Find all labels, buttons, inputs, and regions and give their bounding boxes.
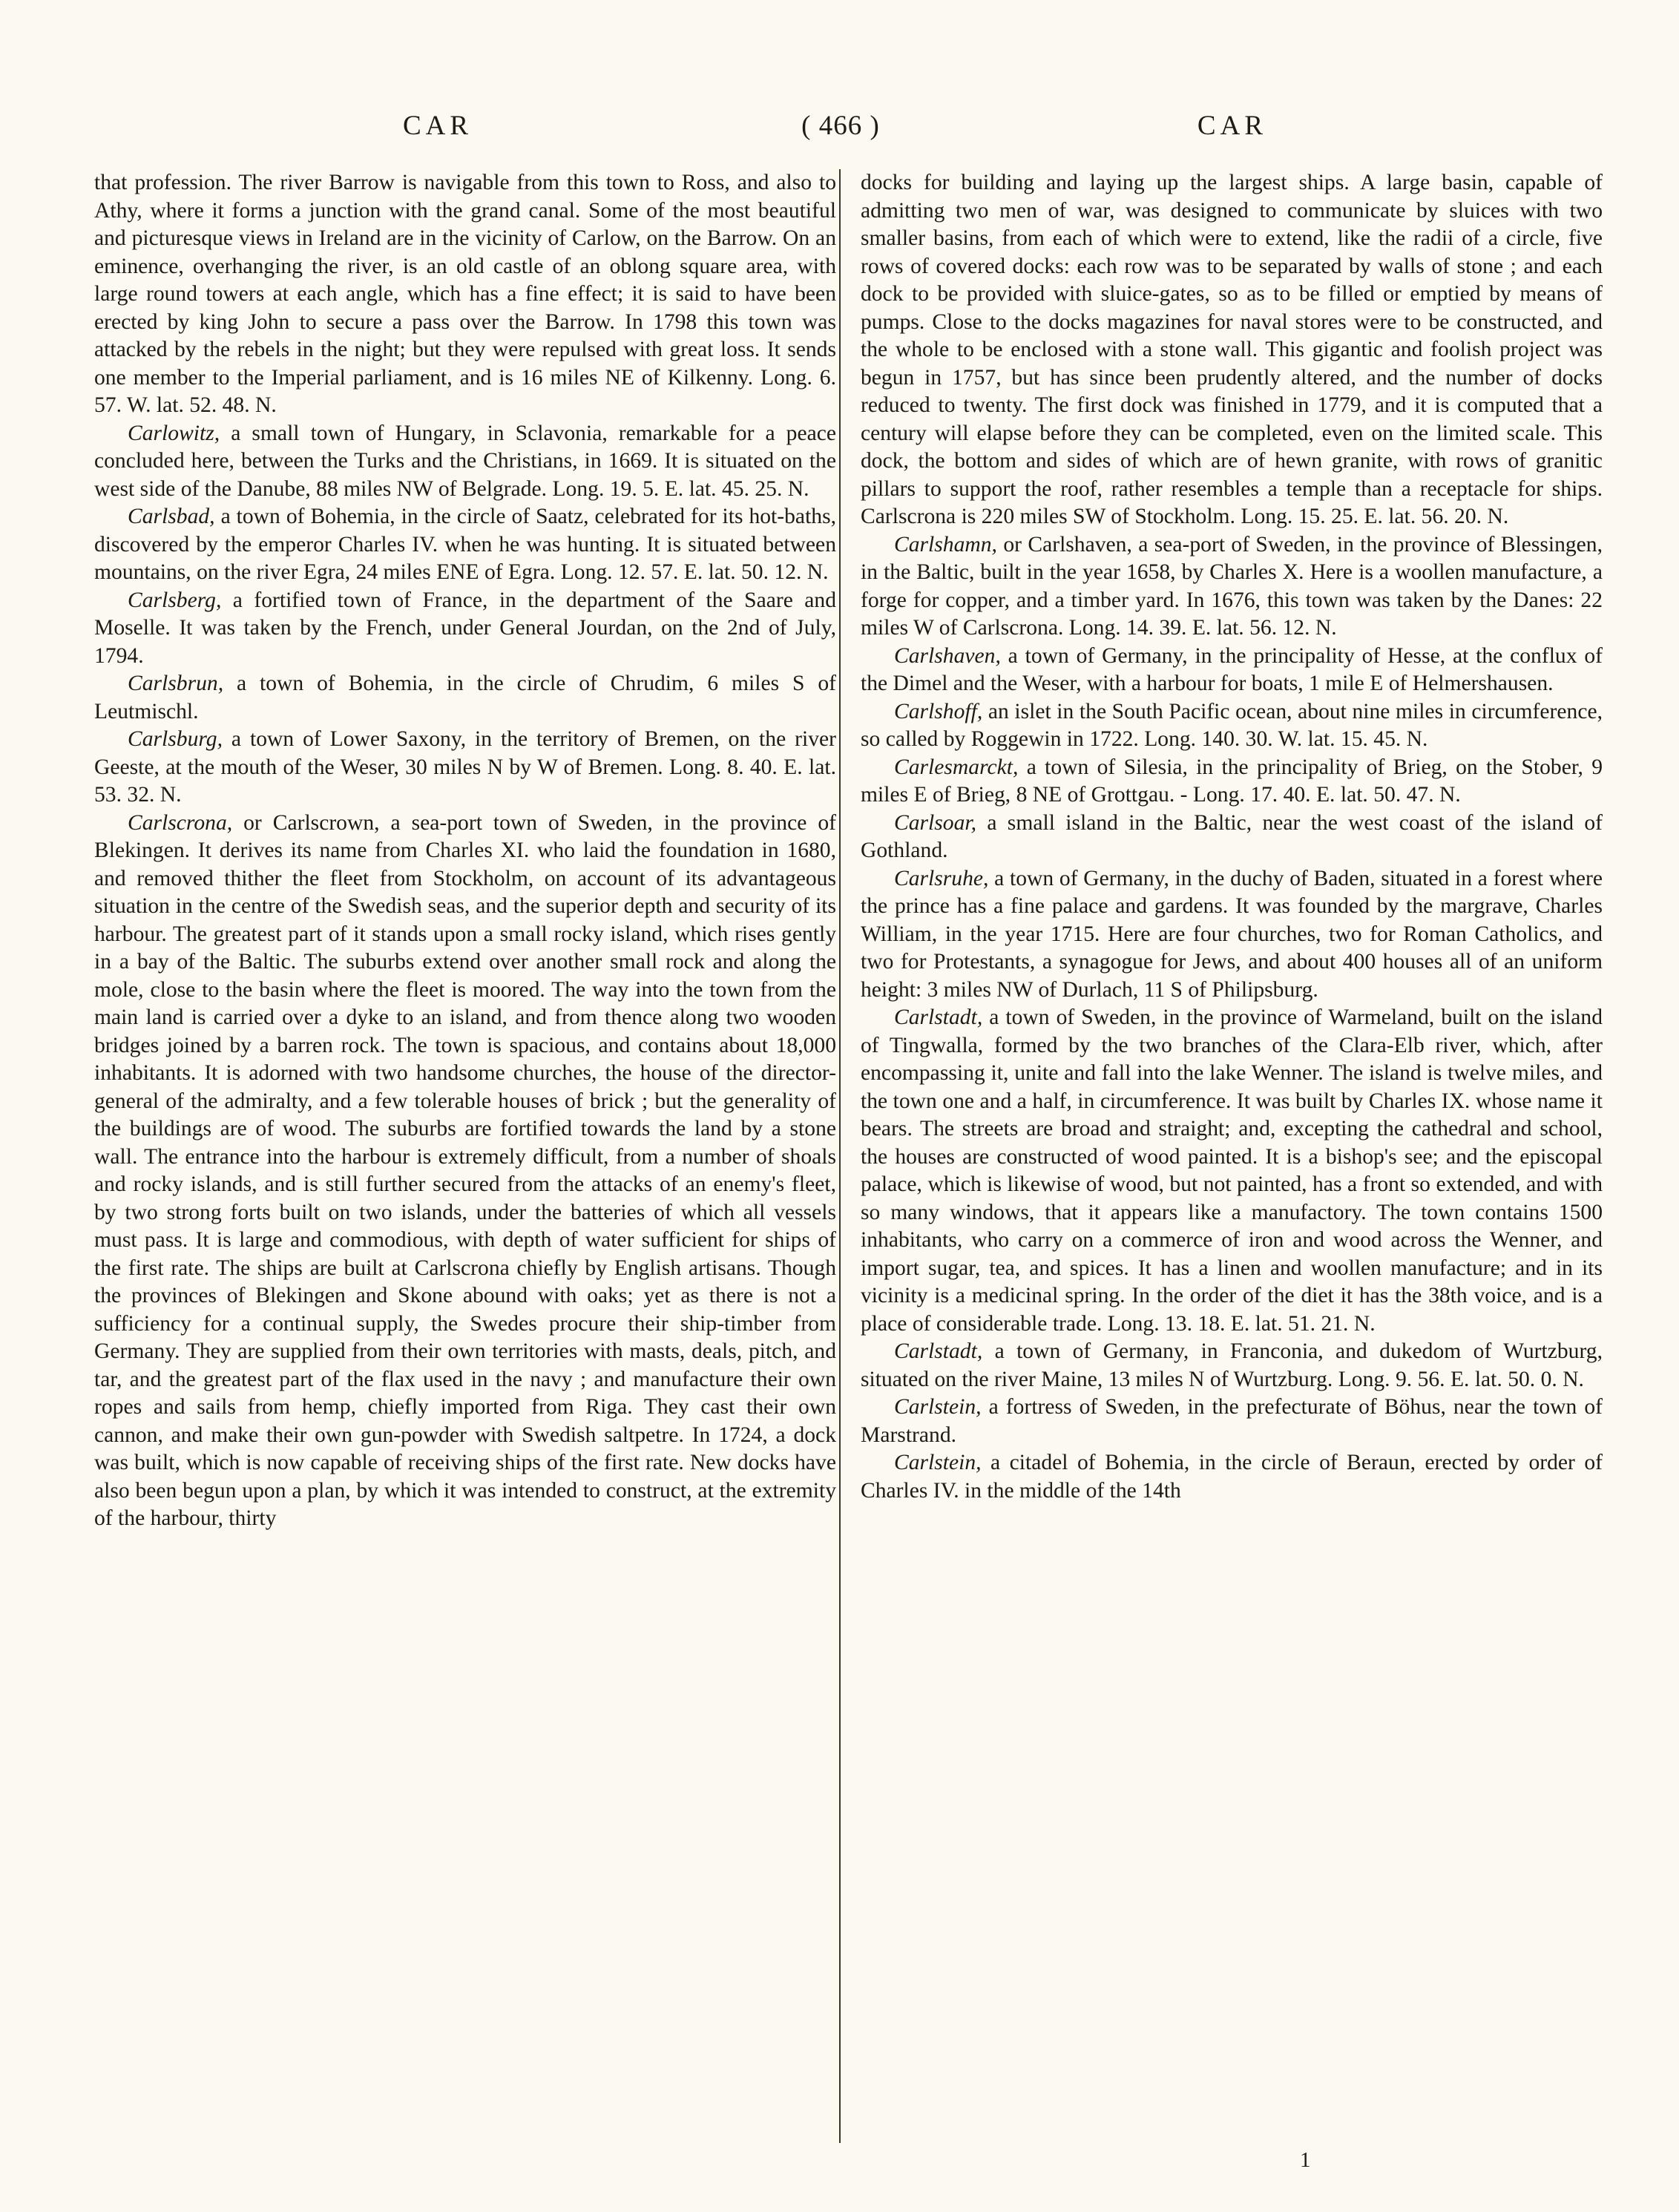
entry-headword: Carlscrona, <box>128 810 233 835</box>
left-column <box>94 169 836 1533</box>
entry-headword: Carlshoff, <box>894 699 983 723</box>
entry-text: a citadel of Bohemia, in the circle of Beraun, erected by order of Charles IV. in the middle of the 14th <box>861 1451 1603 1503</box>
page-number: ( 466 ) <box>801 111 880 141</box>
entry-headword: Carlsburg, <box>128 727 223 751</box>
gazetteer-entry <box>861 1004 1603 1338</box>
gazetteer-entry <box>94 670 836 726</box>
entry-headword: Carlsberg, <box>128 588 222 612</box>
entry-continuation <box>861 169 1603 531</box>
signature-mark: 1 <box>1300 2148 1311 2172</box>
entry-headword: Carlshaven, <box>894 643 1001 668</box>
entry-text: a town of Lower Saxony, in the territory of Bremen, on the river Geeste, at the mouth of the Weser, 30 miles N by W of Bremen. Long. 8. 40. E. lat. 53. 32. N. <box>94 727 836 807</box>
entry-text: or Carlshaven, a sea-port of Sweden, in the province of Blessingen, in the Baltic, built in the year 1658, by Charles X. Here is a woollen manufacture, a forge for copper, and a timber yard. In 1676, this town was taken by the Danes: 22 miles W of Carlscrona. Long. 14. 39. E. lat. 56. 12. N. <box>861 532 1603 640</box>
entry-text: a town of Germany, in Franconia, and dukedom of Wurtzburg, situated on the river Maine, 13 miles N of Wurtzburg. Long. 9. 56. E. lat. 50. 0. N. <box>861 1339 1603 1391</box>
entry-text: a town of Bohemia, in the circle of Saatz, celebrated for its hot-baths, discovered by the emperor Charles IV. when he was hunting. It is situated between mountains, on the river Egra, 24 miles ENE of Egra. Long. 12. 57. E. lat. 50. 12. N. <box>94 505 836 584</box>
entry-headword: Carlsbad, <box>128 505 215 528</box>
gazetteer-entry <box>94 503 836 587</box>
entry-headword: Carlesmarckt, <box>894 755 1019 779</box>
gazetteer-entry <box>94 420 836 504</box>
entry-text: a town of Germany, in the duchy of Baden, situated in a forest where the prince has a fine palace and gardens. It was founded by the margrave, Charles William, in the year 1715. Here are four churches, two for Roman Catholics, and two for Protestants, a synagogue for Jews, and about 400 houses all of an uniform height: 3 miles NW of Durlach, 11 S of Philipsburg. <box>861 866 1603 1002</box>
right-column <box>861 169 1603 1505</box>
entry-headword: Carlshamn, <box>894 532 997 557</box>
entry-headword: Carlowitz, <box>128 421 220 445</box>
entry-headword: Carlstein, <box>894 1451 982 1474</box>
header-left: CAR <box>403 111 473 141</box>
entry-headword: Carlstein, <box>894 1395 982 1419</box>
gazetteer-entry <box>94 810 836 1533</box>
entry-headword: Carlstadt, <box>894 1339 983 1363</box>
entry-text: a small town of Hungary, in Sclavonia, remarkable for a peace concluded here, between the Turks and the Christians, in 1669. It is situated on the west side of the Danube, 88 miles NW of Belgrade. Long. 19. 5. E. lat. 45. 25. N. <box>94 421 836 501</box>
entry-headword: Carlsbrun, <box>128 672 224 695</box>
entry-text: a town of Germany, in the principality of Hesse, at the conflux of the Dimel and the Weser, with a harbour for boats, 1 mile E of Helmershausen. <box>861 643 1603 695</box>
gazetteer-entry <box>861 698 1603 754</box>
entry-text: an islet in the South Pacific ocean, about nine miles in circumference, so called by Roggewin in 1722. Long. 140. 30. W. lat. 15. 45. N. <box>861 699 1603 751</box>
gazetteer-entry <box>94 726 836 810</box>
gazetteer-entry <box>861 865 1603 1005</box>
entry-text: a fortress of Sweden, in the prefecturate of Böhus, near the town of Marstrand. <box>861 1395 1603 1447</box>
entry-text: a fortified town of France, in the department of the Saare and Moselle. It was taken by the French, under General Jourdan, on the 2nd of July, 1794. <box>94 588 836 668</box>
entry-text: docks for building and laying up the largest ships. A large basin, capable of admitting two men of war, was designed to communicate by sluices with two smaller basins, from each of which were to extend, like the radii of a circle, five rows of covered docks: each row was to be separated by walls of stone ; and each dock to be provided with sluice-gates, so as to be filled or emptied by means of pumps. Close to the docks magazines for naval stores were to be constructed, and the whole to be enclosed with a stone wall. This gigantic and foolish project was begun in 1757, but has since been prudently altered, and the number of docks reduced to twenty. The first dock was finished in 1779, and it is computed that a century will elapse before they can be completed, even on the limited scale. This dock, the bottom and sides of which are of hewn granite, with rows of granitic pillars to support the roof, rather resembles a temple than a receptacle for ships. Carlscrona is 220 miles SW of Stockholm. Long. 15. 25. E. lat. 56. 20. N. <box>861 171 1603 528</box>
gazetteer-entry <box>861 531 1603 643</box>
entry-text: a town of Bohemia, in the circle of Chrudim, 6 miles S of Leutmischl. <box>94 672 836 723</box>
gazetteer-entry <box>861 1394 1603 1449</box>
entry-continuation <box>94 169 836 420</box>
gazetteer-entry <box>861 754 1603 810</box>
gazetteer-entry <box>861 643 1603 698</box>
gazetteer-entry <box>861 810 1603 865</box>
entry-text: a small island in the Baltic, near the west coast of the island of Gothland. <box>861 810 1603 862</box>
column-divider <box>839 169 841 2143</box>
entry-headword: Carlsruhe, <box>894 866 989 890</box>
entry-text: a town of Sweden, in the province of Warmeland, built on the island of Tingwalla, formed by the two branches of the Clara-Elb river, which, after encompassing it, unite and fall into the lake Wenner. The island is twelve miles, and the town one and a half, in circumference. It was built by Charles IX. whose name it bears. The streets are broad and straight; and, excepting the cathedral and school, the houses are constructed of wood painted. It is a bishop's see; and the episcopal palace, which is likewise of wood, but not painted, has a front so extended, and with so many windows, that it appears like a manufactory. The town contains 1500 inhabitants, who carry on a commerce of iron and wood across the Wenner, and import sugar, tea, and spices. It has a linen and woollen manufacture; and in its vicinity is a medicinal spring. In the order of the diet it has the 38th voice, and is a place of considerable trade. Long. 13. 18. E. lat. 51. 21. N. <box>861 1005 1603 1336</box>
gazetteer-entry <box>861 1338 1603 1394</box>
header-right: CAR <box>1197 111 1267 141</box>
gazetteer-entry <box>94 587 836 671</box>
entry-headword: Carlstadt, <box>894 1005 983 1029</box>
entry-text: or Carlscrown, a sea-port town of Sweden, in the province of Blekingen. It derives its name from Charles XI. who laid the foundation in 1680, and removed thither the fleet from Stockholm, on account of its advantageous situation in the centre of the Swedish seas, and the superior depth and security of its harbour. The greatest part of it stands upon a small rocky island, which rises gently in a bay of the Baltic. The suburbs extend over another small rock and along the mole, close to the basin where the fleet is moored. The way into the town from the main land is carried over a dyke to an island, and from thence along two wooden bridges joined by a barren rock. The town is spacious, and contains about 18,000 inhabitants. It is adorned with two handsome churches, the house of the director-general of the admiralty, and a few tolerable houses of brick ; but the generality of the buildings are of wood. The suburbs are fortified towards the land by a stone wall. The entrance into the harbour is extremely difficult, from a number of shoals and rocky islands, and is still further secured from the attacks of an enemy's fleet, by two strong forts built on two islands, under the batteries of which all vessels must pass. It is large and commodious, with depth of water sufficient for ships of the first rate. The ships are built at Carlscrona chiefly by English artisans. Though the provinces of Blekingen and Skone abound with oaks; yet as there is not a sufficiency for a continual supply, the Swedes procure their ship-timber from Germany. They are supplied from their own territories with masts, deals, pitch, and tar, and the greatest part of the flax used in the navy ; and manufacture their own ropes and sails from hemp, chiefly imported from Riga. They cast their own cannon, and make their own gun-powder with Swedish saltpetre. In 1724, a dock was built, which is now capable of receiving ships of the first rate. New docks have also been begun upon a plan, by which it was intended to construct, at the extremity of the harbour, thirty <box>94 810 836 1530</box>
entry-text: a town of Silesia, in the principality of Brieg, on the Stober, 9 miles E of Brieg, 8 NE of Grottgau. - Long. 17. 40. E. lat. 50. 47. N. <box>861 755 1603 807</box>
entry-headword: Carlsoar, <box>894 810 977 835</box>
gazetteer-entry <box>861 1449 1603 1505</box>
running-header <box>88 110 1594 154</box>
entry-text: that profession. The river Barrow is navigable from this town to Ross, and also to Athy, where it forms a junction with the grand canal. Some of the most beautiful and picturesque views in Ireland are in the vicinity of Carlow, on the Barrow. On an eminence, overhanging the river, is an old castle of an oblong square area, with large round towers at each angle, which has a fine effect; it is said to have been erected by king John to secure a pass over the Barrow. In 1798 this town was attacked by the rebels in the night; but they were repulsed with great loss. It sends one member to the Imperial parliament, and is 16 miles NE of Kilkenny. Long. 6. 57. W. lat. 52. 48. N. <box>94 171 836 417</box>
